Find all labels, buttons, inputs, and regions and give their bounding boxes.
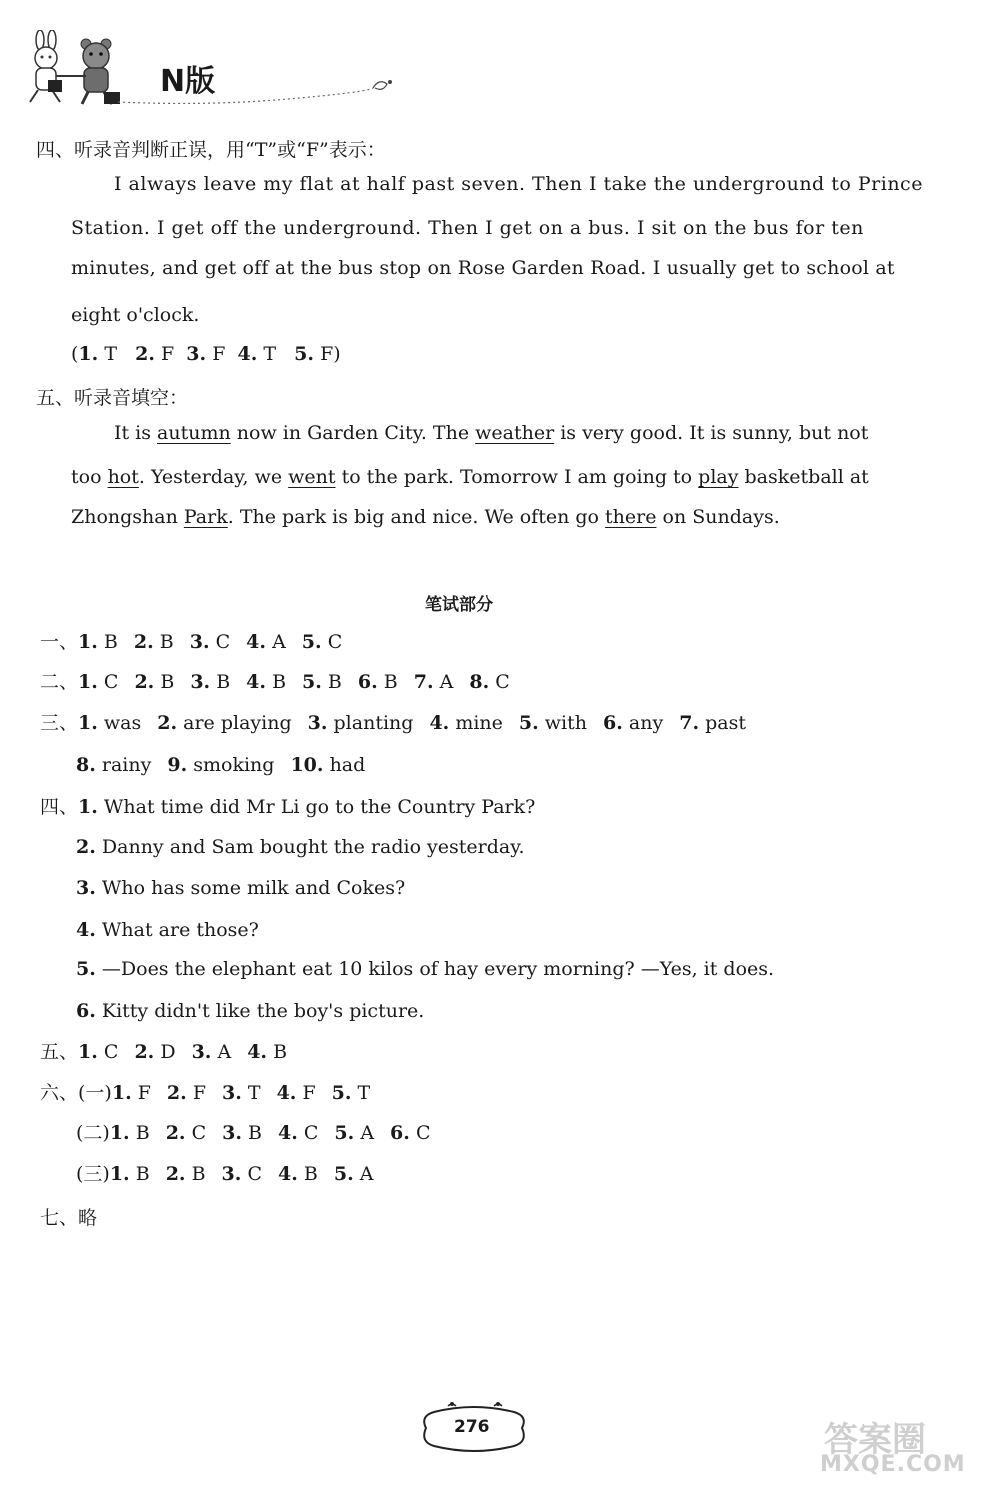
header-title: N版 xyxy=(160,64,216,99)
fill-line: It is autumn now in Garden City. The weather is very good. It is sunny, but not xyxy=(114,422,869,444)
sentence-answer: 5. —Does the elephant eat 10 kilos of hay every morning? —Yes, it does. xyxy=(76,958,775,980)
header-divider xyxy=(118,72,408,112)
sentence-answer: 3. Who has some milk and Cokes? xyxy=(76,877,406,899)
page-number-badge xyxy=(418,1400,530,1456)
blank-answer: Park xyxy=(183,506,228,528)
watermark-url: MXQE.COM xyxy=(820,1452,966,1477)
section-4-answers: (1. T 2. F 3. F 4. T 5. F) xyxy=(71,343,341,365)
passage-line: minutes, and get off at the bus stop on Rose Garden Road. I usually get to school at xyxy=(71,257,895,279)
fill-line: too hot. Yesterday, we went to the park. Tomorrow I am going to play basketball at xyxy=(71,466,869,488)
section-4-heading: 四、听录音判断正误，用“T”或“F”表示： xyxy=(36,139,386,161)
answer-row-6: 六、(一)1. F 2. F 3. T 4. F 5. T xyxy=(40,1082,371,1104)
fill-line: Zhongshan Park. The park is big and nice. We often go there on Sundays. xyxy=(71,506,780,528)
blank-answer: autumn xyxy=(157,422,231,444)
answer-row-7: 七、略 xyxy=(40,1207,98,1229)
answer-row-3: 三、1. was 2. are playing 3. planting 4. mine 5. with 6. any 7. past xyxy=(40,712,746,734)
blank-answer: went xyxy=(288,466,336,488)
answer-row-4: 四、1. What time did Mr Li go to the Country Park? xyxy=(40,796,536,818)
watermark-logo: 答案圈 xyxy=(824,1420,926,1460)
sentence-answer: 6. Kitty didn't like the boy's picture. xyxy=(76,1000,425,1022)
passage-line: eight o'clock. xyxy=(71,304,200,326)
sentence-answer: 2. Danny and Sam bought the radio yesterday. xyxy=(76,836,525,858)
passage-line: Station. I get off the underground. Then I get on a bus. I sit on the bus for ten xyxy=(71,217,864,239)
answer-row-5: 五、1. C 2. D 3. A 4. B xyxy=(40,1041,288,1063)
blank-answer: there xyxy=(605,506,657,528)
section-5-heading: 五、听录音填空： xyxy=(36,387,189,409)
sentence-answer: 4. What are those? xyxy=(76,919,259,941)
blank-answer: weather xyxy=(475,422,555,444)
blank-answer: hot xyxy=(107,466,139,488)
blank-answer: play xyxy=(698,466,739,488)
passage-line: I always leave my flat at half past seven. Then I take the underground to Prince xyxy=(114,173,923,195)
answer-row-1: 一、1. B 2. B 3. C 4. A 5. C xyxy=(40,631,343,653)
answer-row-2: 二、1. C 2. B 3. B 4. B 5. B 6. B 7. A 8. C xyxy=(40,671,510,693)
page-number: 276 xyxy=(454,1417,490,1437)
answer-row-6-part3: (三)1. B 2. B 3. C 4. B 5. A xyxy=(76,1163,374,1185)
written-section-title: 笔试部分 xyxy=(425,595,493,615)
answer-row-3-cont: 8. rainy 9. smoking 10. had xyxy=(76,754,366,776)
answer-row-6-part2: (二)1. B 2. C 3. B 4. C 5. A 6. C xyxy=(76,1122,431,1144)
